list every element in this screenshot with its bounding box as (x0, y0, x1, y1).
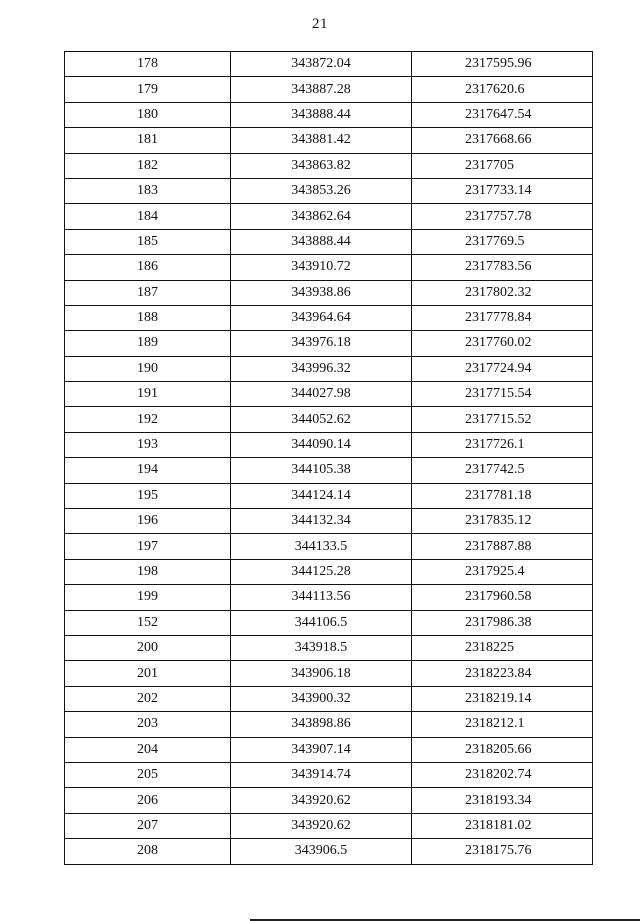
y-coordinate-cell: 2318202.74 (412, 762, 593, 787)
table-row (65, 610, 593, 635)
x-coordinate-cell: 344106.5 (231, 610, 412, 635)
table-row (65, 128, 593, 153)
table-row (65, 153, 593, 178)
table-row (65, 331, 593, 356)
x-coordinate-cell: 343996.32 (231, 356, 412, 381)
point-number-cell: 190 (65, 356, 231, 381)
point-number-cell: 183 (65, 178, 231, 203)
point-number-cell: 197 (65, 534, 231, 559)
point-number-cell: 182 (65, 153, 231, 178)
x-coordinate-cell: 343920.62 (231, 813, 412, 838)
y-coordinate-cell: 2317769.5 (412, 229, 593, 254)
point-number-cell: 194 (65, 458, 231, 483)
point-number-cell: 199 (65, 585, 231, 610)
point-number-cell: 196 (65, 509, 231, 534)
y-coordinate-cell: 2317595.96 (412, 52, 593, 77)
x-coordinate-cell: 344105.38 (231, 458, 412, 483)
table-row (65, 432, 593, 457)
y-coordinate-cell: 2317960.58 (412, 585, 593, 610)
point-number-cell: 200 (65, 635, 231, 660)
y-coordinate-cell: 2318181.02 (412, 813, 593, 838)
x-coordinate-cell: 343887.28 (231, 77, 412, 102)
table-row (65, 280, 593, 305)
point-number-cell: 195 (65, 483, 231, 508)
point-number-cell: 189 (65, 331, 231, 356)
x-coordinate-cell: 343863.82 (231, 153, 412, 178)
point-number-cell: 180 (65, 102, 231, 127)
point-number-cell: 178 (65, 52, 231, 77)
point-number-cell: 207 (65, 813, 231, 838)
x-coordinate-cell: 344133.5 (231, 534, 412, 559)
table-row (65, 559, 593, 584)
point-number-cell: 184 (65, 204, 231, 229)
x-coordinate-cell: 343862.64 (231, 204, 412, 229)
table-row (65, 77, 593, 102)
y-coordinate-cell: 2317835.12 (412, 509, 593, 534)
point-number-cell: 187 (65, 280, 231, 305)
table-row (65, 712, 593, 737)
y-coordinate-cell: 2317742.5 (412, 458, 593, 483)
x-coordinate-cell: 343906.18 (231, 661, 412, 686)
table-row (65, 483, 593, 508)
point-number-cell: 208 (65, 839, 231, 864)
table-row (65, 102, 593, 127)
y-coordinate-cell: 2317757.78 (412, 204, 593, 229)
y-coordinate-cell: 2318205.66 (412, 737, 593, 762)
table-row (65, 52, 593, 77)
table-row (65, 686, 593, 711)
point-number-cell: 201 (65, 661, 231, 686)
table-row (65, 635, 593, 660)
y-coordinate-cell: 2317647.54 (412, 102, 593, 127)
table-row (65, 458, 593, 483)
point-number-cell: 193 (65, 432, 231, 457)
point-number-cell: 185 (65, 229, 231, 254)
point-number-cell: 152 (65, 610, 231, 635)
x-coordinate-cell: 343900.32 (231, 686, 412, 711)
table-row (65, 382, 593, 407)
table-row (65, 204, 593, 229)
point-number-cell: 181 (65, 128, 231, 153)
x-coordinate-cell: 344113.56 (231, 585, 412, 610)
x-coordinate-cell: 343914.74 (231, 762, 412, 787)
x-coordinate-cell: 344132.34 (231, 509, 412, 534)
point-number-cell: 202 (65, 686, 231, 711)
y-coordinate-cell: 2317887.88 (412, 534, 593, 559)
point-number-cell: 179 (65, 77, 231, 102)
x-coordinate-cell: 343938.86 (231, 280, 412, 305)
point-number-cell: 205 (65, 762, 231, 787)
table-row (65, 813, 593, 838)
y-coordinate-cell: 2317802.32 (412, 280, 593, 305)
x-coordinate-cell: 343888.44 (231, 229, 412, 254)
y-coordinate-cell: 2318193.34 (412, 788, 593, 813)
x-coordinate-cell: 343888.44 (231, 102, 412, 127)
table-row (65, 229, 593, 254)
table-row (65, 407, 593, 432)
table-row (65, 534, 593, 559)
x-coordinate-cell: 344052.62 (231, 407, 412, 432)
y-coordinate-cell: 2317760.02 (412, 331, 593, 356)
y-coordinate-cell: 2317620.6 (412, 77, 593, 102)
point-number-cell: 188 (65, 305, 231, 330)
x-coordinate-cell: 344090.14 (231, 432, 412, 457)
table-row (65, 737, 593, 762)
page-number: 21 (312, 16, 328, 32)
y-coordinate-cell: 2317715.52 (412, 407, 593, 432)
table-row (65, 585, 593, 610)
x-coordinate-cell: 343964.64 (231, 305, 412, 330)
x-coordinate-cell: 343872.04 (231, 52, 412, 77)
y-coordinate-cell: 2317986.38 (412, 610, 593, 635)
x-coordinate-cell: 343910.72 (231, 255, 412, 280)
y-coordinate-cell: 2317778.84 (412, 305, 593, 330)
point-number-cell: 206 (65, 788, 231, 813)
y-coordinate-cell: 2317705 (412, 153, 593, 178)
y-coordinate-cell: 2317733.14 (412, 178, 593, 203)
point-number-cell: 186 (65, 255, 231, 280)
point-number-cell: 191 (65, 382, 231, 407)
x-coordinate-cell: 343898.86 (231, 712, 412, 737)
x-coordinate-cell: 343881.42 (231, 128, 412, 153)
y-coordinate-cell: 2318223.84 (412, 661, 593, 686)
y-coordinate-cell: 2317715.54 (412, 382, 593, 407)
table-row (65, 788, 593, 813)
point-number-cell: 204 (65, 737, 231, 762)
x-coordinate-cell: 344124.14 (231, 483, 412, 508)
x-coordinate-cell: 343920.62 (231, 788, 412, 813)
table-row (65, 178, 593, 203)
x-coordinate-cell: 343907.14 (231, 737, 412, 762)
x-coordinate-cell: 343853.26 (231, 178, 412, 203)
x-coordinate-cell: 343918.5 (231, 635, 412, 660)
table-row (65, 762, 593, 787)
table-row (65, 509, 593, 534)
y-coordinate-cell: 2317726.1 (412, 432, 593, 457)
coordinates-table-body (65, 52, 593, 865)
y-coordinate-cell: 2317668.66 (412, 128, 593, 153)
y-coordinate-cell: 2317781.18 (412, 483, 593, 508)
table-row (65, 839, 593, 864)
x-coordinate-cell: 344027.98 (231, 382, 412, 407)
x-coordinate-cell: 344125.28 (231, 559, 412, 584)
table-row (65, 305, 593, 330)
table-row (65, 661, 593, 686)
x-coordinate-cell: 343906.5 (231, 839, 412, 864)
x-coordinate-cell: 343976.18 (231, 331, 412, 356)
y-coordinate-cell: 2317925.4 (412, 559, 593, 584)
y-coordinate-cell: 2318175.76 (412, 839, 593, 864)
y-coordinate-cell: 2318219.14 (412, 686, 593, 711)
point-number-cell: 192 (65, 407, 231, 432)
table-row (65, 255, 593, 280)
y-coordinate-cell: 2318212.1 (412, 712, 593, 737)
point-number-cell: 203 (65, 712, 231, 737)
coordinates-table (64, 51, 593, 865)
y-coordinate-cell: 2318225 (412, 635, 593, 660)
point-number-cell: 198 (65, 559, 231, 584)
y-coordinate-cell: 2317783.56 (412, 255, 593, 280)
table-row (65, 356, 593, 381)
y-coordinate-cell: 2317724.94 (412, 356, 593, 381)
